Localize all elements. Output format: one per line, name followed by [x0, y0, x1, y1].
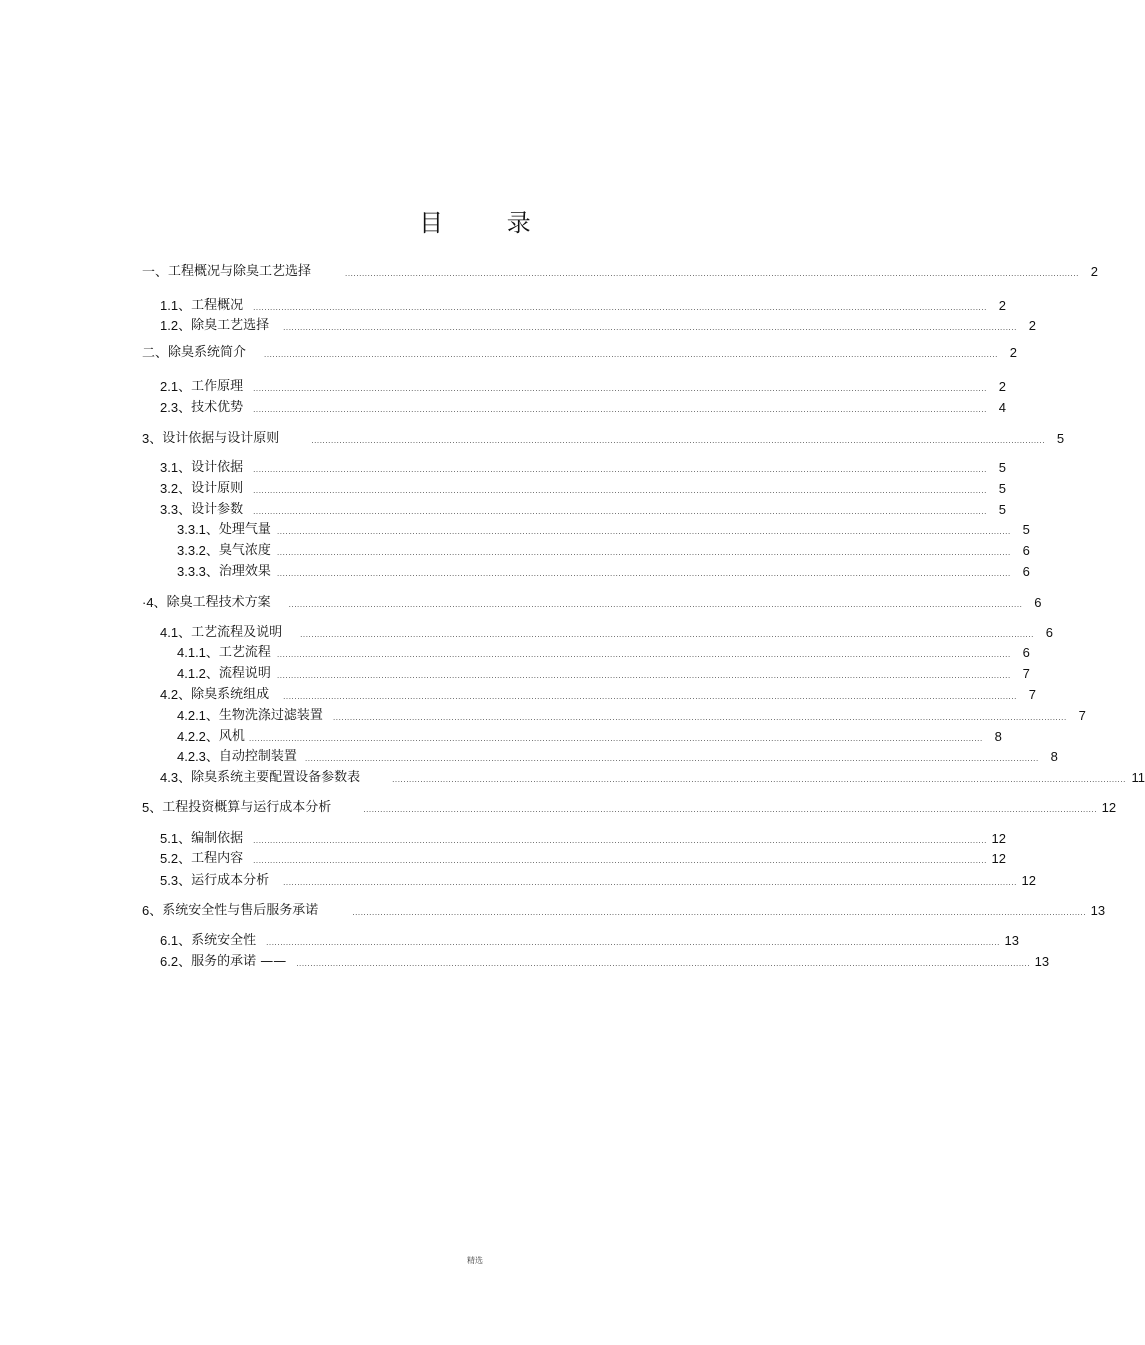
- toc-entry[interactable]: [177, 664, 1030, 684]
- toc-dot-leader: ....................................................................................................................................................................................................................................................................: [311, 436, 1046, 445]
- toc-entry[interactable]: [160, 829, 1006, 849]
- toc-entry-label: 除臭工艺选择: [191, 318, 270, 333]
- toc-entry-label: 臭气浓度: [218, 543, 271, 558]
- toc-entry[interactable]: [160, 623, 1053, 643]
- toc-entry-number: 3.3.1、: [177, 522, 219, 537]
- toc-entry[interactable]: [160, 316, 1036, 336]
- toc-entry-label: 设计依据: [191, 460, 244, 475]
- toc-entry-number: 4.2、: [160, 687, 192, 702]
- toc-entry-number: 4.2.3、: [177, 749, 219, 764]
- page-title: 目 录: [419, 209, 559, 237]
- toc-entry-label: 设计原则: [191, 481, 244, 496]
- toc-entry-label: 除臭系统简介: [168, 345, 247, 360]
- toc-entry[interactable]: [177, 706, 1086, 726]
- toc-entry-number: 2.3、: [160, 400, 192, 415]
- toc-entry-label: 自动控制装置: [218, 749, 297, 764]
- toc-entry[interactable]: [160, 871, 1036, 891]
- toc-entry-label: 设计依据与设计原则: [162, 431, 280, 446]
- toc-entry-label: 服务的承诺 ——: [191, 954, 287, 969]
- toc-entry-label: 工作原理: [191, 379, 244, 394]
- toc-entry-page: 13: [1090, 903, 1106, 918]
- toc-dot-leader: ....................................................................................................................................................................................................................................................................: [288, 600, 1023, 609]
- toc-entry-page: 2: [1090, 264, 1098, 279]
- toc-entry-label: 工程投资概算与运行成本分析: [162, 800, 332, 815]
- toc-entry[interactable]: [177, 562, 1030, 582]
- toc-dot-leader: ....................................................................................................................................................................................................................................................................: [363, 805, 1098, 814]
- toc-dot-leader: ....................................................................................................................................................................................................................................................................: [283, 878, 1017, 887]
- toc-entry[interactable]: [160, 768, 1145, 788]
- toc-entry-number: 6.2、: [160, 954, 192, 969]
- toc-entry-page: 7: [1078, 708, 1086, 723]
- toc-entry-label: 治理效果: [218, 564, 271, 579]
- toc-entry-page: 6: [1034, 595, 1042, 610]
- toc-entry[interactable]: [142, 343, 1017, 363]
- toc-dot-leader: ....................................................................................................................................................................................................................................................................: [253, 486, 987, 495]
- toc-entry-number: ·4、: [142, 595, 167, 610]
- toc-entry-page: 2: [1028, 318, 1036, 333]
- toc-entry-label: 工程内容: [191, 851, 244, 866]
- toc-dot-leader: ....................................................................................................................................................................................................................................................................: [296, 959, 1031, 968]
- toc-dot-leader: ....................................................................................................................................................................................................................................................................: [276, 569, 1011, 578]
- toc-dot-leader: ....................................................................................................................................................................................................................................................................: [392, 775, 1126, 784]
- toc-entry-label: 工艺流程及说明: [191, 625, 283, 640]
- toc-dot-leader: ....................................................................................................................................................................................................................................................................: [253, 303, 987, 312]
- toc-entry-page: 5: [998, 502, 1006, 517]
- toc-entry-label: 工程概况: [191, 298, 244, 313]
- toc-dot-leader: ....................................................................................................................................................................................................................................................................: [283, 692, 1017, 701]
- toc-entry-number: 1.1、: [160, 298, 192, 313]
- toc-entry-label: 设计参数: [191, 502, 244, 517]
- toc-entry[interactable]: [160, 296, 1006, 316]
- toc-dot-leader: ....................................................................................................................................................................................................................................................................: [283, 323, 1017, 332]
- toc-entry-page: 4: [998, 400, 1006, 415]
- toc-entry-number: 3.2、: [160, 481, 192, 496]
- toc-entry-number: 4.1.1、: [177, 645, 219, 660]
- toc-entry-page: 8: [1050, 749, 1058, 764]
- toc-dot-leader: ....................................................................................................................................................................................................................................................................: [276, 548, 1011, 557]
- toc-entry-number: 3.1、: [160, 460, 192, 475]
- toc-entry-number: 3、: [142, 431, 163, 446]
- toc-entry[interactable]: [160, 500, 1006, 520]
- toc-entry-page: 7: [1028, 687, 1036, 702]
- toc-entry-number: 6.1、: [160, 933, 192, 948]
- toc-dot-leader: ....................................................................................................................................................................................................................................................................: [276, 671, 1011, 680]
- toc-entry-page: 5: [1056, 431, 1065, 446]
- toc-entry-number: 5.3、: [160, 873, 192, 888]
- toc-entry-page: 2: [998, 298, 1006, 313]
- toc-entry[interactable]: [160, 952, 1050, 972]
- toc-entry-page: 2: [1009, 345, 1017, 360]
- toc-dot-leader: ....................................................................................................................................................................................................................................................................: [276, 527, 1011, 536]
- toc-entry-label: 系统安全性: [191, 933, 257, 948]
- toc-entry[interactable]: [177, 520, 1030, 540]
- toc-dot-leader: ....................................................................................................................................................................................................................................................................: [332, 713, 1067, 722]
- toc-entry-label: 生物洗涤过滤装置: [218, 708, 323, 723]
- toc-entry-number: 4.3、: [160, 770, 192, 785]
- toc-entry-page: 12: [1101, 800, 1117, 815]
- toc-entry-number: 2.1、: [160, 379, 192, 394]
- toc-entry[interactable]: [177, 727, 1002, 747]
- toc-entry[interactable]: [160, 398, 1006, 418]
- toc-entry[interactable]: [160, 458, 1006, 478]
- toc-entry-page: 5: [1022, 522, 1030, 537]
- toc-entry-number: 5、: [142, 800, 163, 815]
- toc-entry-label: 风机: [218, 729, 245, 744]
- toc-entry[interactable]: [160, 377, 1006, 397]
- toc-entry-number: 4.1、: [160, 625, 192, 640]
- toc-entry[interactable]: [142, 901, 1106, 921]
- toc-entry-label: 除臭工程技术方案: [166, 595, 271, 610]
- toc-dot-leader: ....................................................................................................................................................................................................................................................................: [253, 384, 987, 393]
- toc-dot-leader: ....................................................................................................................................................................................................................................................................: [253, 507, 987, 516]
- toc-dot-leader: ....................................................................................................................................................................................................................................................................: [248, 734, 983, 743]
- toc-entry-page: 11: [1131, 770, 1145, 785]
- toc-entry-label: 处理气量: [218, 522, 271, 537]
- toc-entry-page: 7: [1022, 666, 1030, 681]
- toc-entry[interactable]: [160, 931, 1019, 951]
- toc-entry-page: 5: [998, 481, 1006, 496]
- toc-dot-leader: ....................................................................................................................................................................................................................................................................: [266, 938, 1000, 947]
- toc-entry-page: 13: [1004, 933, 1019, 948]
- toc-entry[interactable]: [142, 429, 1065, 449]
- toc-entry-number: 一、: [142, 264, 169, 279]
- toc-entry-label: 流程说明: [218, 666, 271, 681]
- toc-entry[interactable]: [142, 593, 1042, 613]
- toc-entry-page: 6: [1045, 625, 1053, 640]
- toc-entry-label: 编制依据: [191, 831, 244, 846]
- toc-entry-number: 5.1、: [160, 831, 192, 846]
- toc-entry-label: 除臭系统主要配置设备参数表: [191, 770, 361, 785]
- toc-entry-number: 3.3、: [160, 502, 192, 517]
- toc-entry-number: 二、: [142, 345, 169, 360]
- toc-entry-number: 6、: [142, 903, 163, 918]
- toc-entry[interactable]: [142, 798, 1117, 818]
- toc-entry-number: 3.3.3、: [177, 564, 219, 579]
- toc-entry-number: 4.1.2、: [177, 666, 219, 681]
- toc-entry-label: 系统安全性与售后服务承诺: [162, 903, 319, 918]
- toc-dot-leader: ....................................................................................................................................................................................................................................................................: [276, 650, 1011, 659]
- toc-entry-label: 技术优势: [191, 400, 244, 415]
- toc-entry-page: 5: [998, 460, 1006, 475]
- toc-dot-leader: ....................................................................................................................................................................................................................................................................: [304, 754, 1039, 763]
- toc-dot-leader: ....................................................................................................................................................................................................................................................................: [264, 350, 998, 359]
- toc-entry[interactable]: [160, 685, 1036, 705]
- toc-entry-page: 12: [1021, 873, 1036, 888]
- toc-entry-number: 5.2、: [160, 851, 192, 866]
- toc-entry[interactable]: [160, 849, 1006, 869]
- toc-entry[interactable]: [177, 747, 1058, 767]
- toc-entry-page: 12: [991, 851, 1006, 866]
- toc-entry-label: 运行成本分析: [191, 873, 270, 888]
- toc-entry-label: 工艺流程: [218, 645, 271, 660]
- toc-entry-page: 6: [1022, 645, 1030, 660]
- toc-entry-page: 2: [998, 379, 1006, 394]
- toc-entry-page: 12: [991, 831, 1006, 846]
- toc-entry-page: 13: [1034, 954, 1050, 969]
- toc-dot-leader: ....................................................................................................................................................................................................................................................................: [253, 856, 987, 865]
- toc-entry-page: 8: [994, 729, 1002, 744]
- toc-entry-page: 6: [1022, 564, 1030, 579]
- toc-dot-leader: ....................................................................................................................................................................................................................................................................: [345, 269, 1079, 278]
- toc-entry-page: 6: [1022, 543, 1030, 558]
- toc-dot-leader: ....................................................................................................................................................................................................................................................................: [300, 630, 1034, 639]
- toc-dot-leader: ....................................................................................................................................................................................................................................................................: [253, 836, 987, 845]
- toc-entry-label: 工程概况与除臭工艺选择: [168, 264, 312, 279]
- toc-dot-leader: ....................................................................................................................................................................................................................................................................: [253, 405, 987, 414]
- toc-entry-label: 除臭系统组成: [191, 687, 270, 702]
- toc-entry[interactable]: [177, 643, 1030, 663]
- toc-dot-leader: ....................................................................................................................................................................................................................................................................: [352, 908, 1087, 917]
- toc-entry-number: 1.2、: [160, 318, 192, 333]
- toc-dot-leader: ....................................................................................................................................................................................................................................................................: [253, 465, 987, 474]
- toc-entry[interactable]: [142, 262, 1098, 282]
- toc-entry-number: 4.2.1、: [177, 708, 219, 723]
- toc-entry[interactable]: [160, 479, 1006, 499]
- footer-text: 精选: [467, 1256, 483, 1265]
- toc-entry-number: 4.2.2、: [177, 729, 219, 744]
- toc-entry-number: 3.3.2、: [177, 543, 219, 558]
- toc-entry[interactable]: [177, 541, 1030, 561]
